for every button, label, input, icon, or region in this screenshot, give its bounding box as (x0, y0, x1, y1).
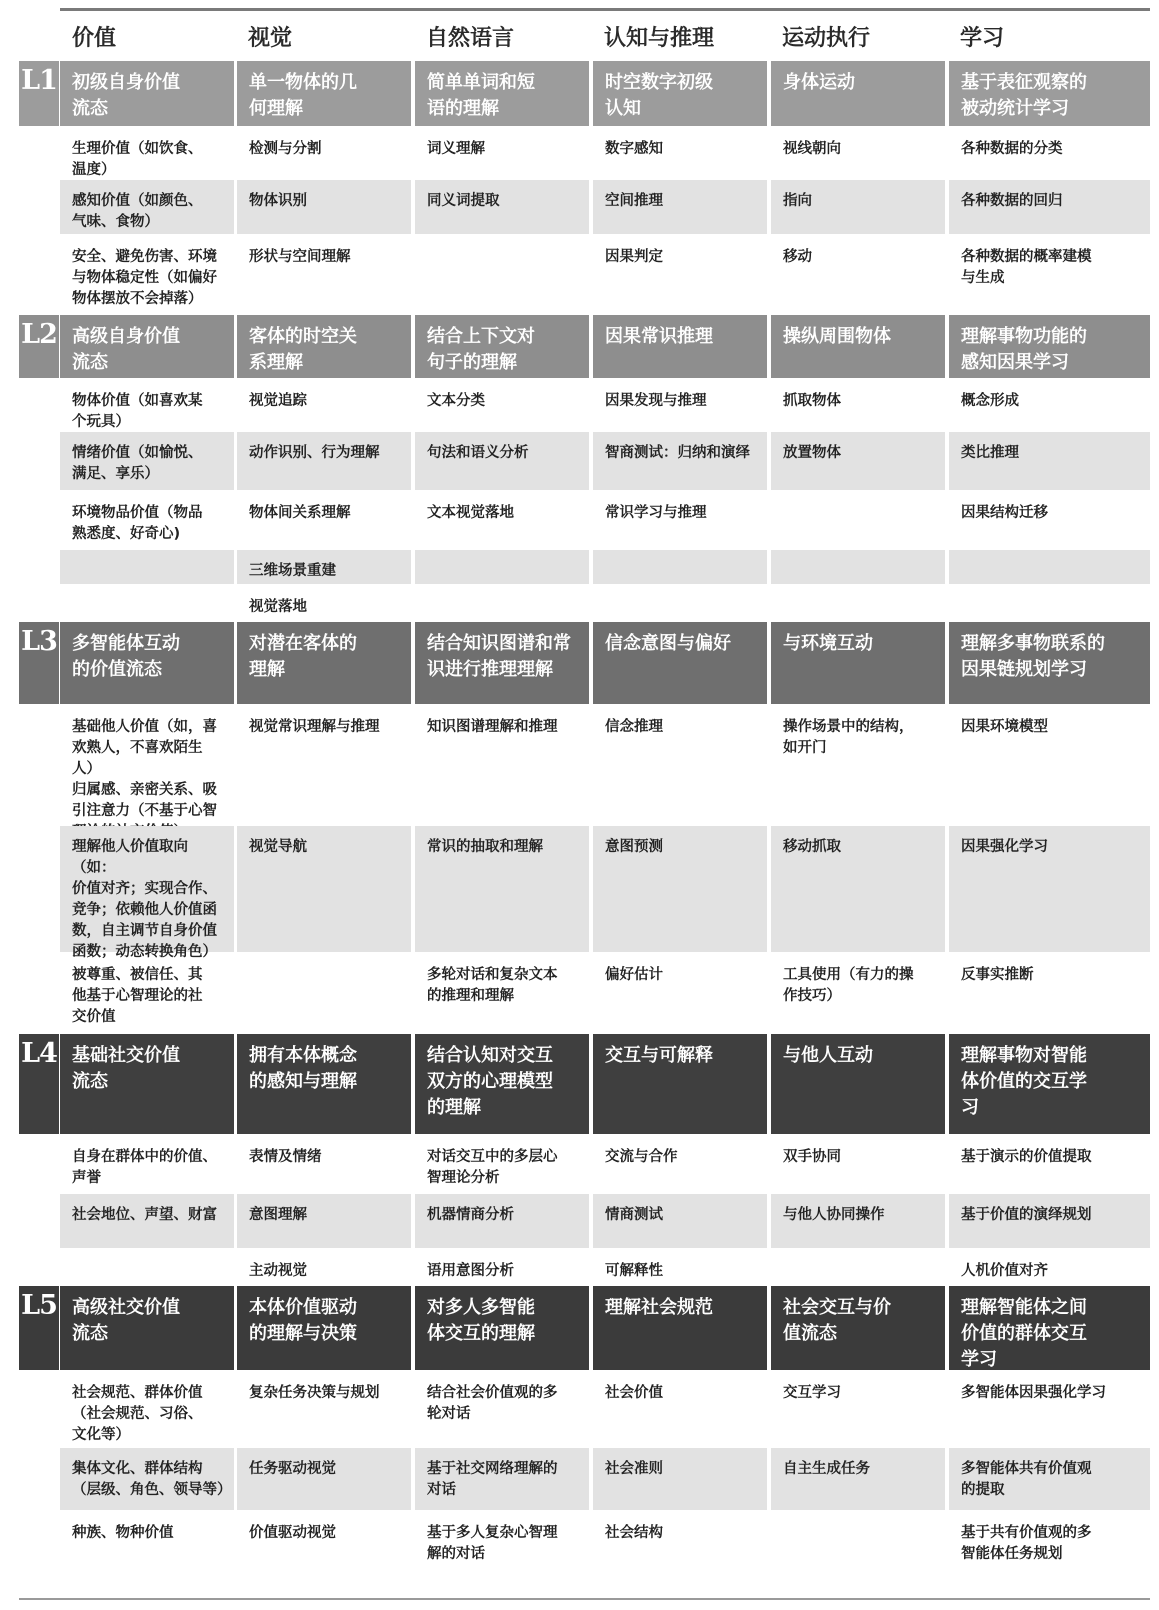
table-cell-cognition: 社会结构 (605, 1525, 663, 1541)
table-cell-learning (949, 550, 1150, 584)
table-cell-motor (771, 1250, 945, 1286)
level-header-motor: 社会交互与价 值流态 (771, 1286, 945, 1370)
table-cell-value: 集体文化、群体结构 （层级、角色、领导等） (60, 1448, 234, 1510)
table-cell-vision: 视觉导航 (237, 826, 411, 952)
bottom-rule (19, 1598, 1150, 1600)
table-cell-vision: 物体识别 (237, 180, 411, 234)
table-cell-motor: 与他人协同操作 (771, 1194, 945, 1248)
column-header-motor: 运动执行 (782, 26, 871, 51)
table-cell-vision: 检测与分割 (249, 141, 322, 157)
level-badge: L1 (19, 61, 59, 126)
table-cell-learning: 基于演示的价值提取 (961, 1149, 1092, 1165)
table-cell-motor: 自主生成任务 (771, 1448, 945, 1510)
table-cell-learning: 多智能体共有价值观 的提取 (949, 1448, 1150, 1510)
table-cell-vision: 主动视觉 (249, 1263, 307, 1279)
level-header-motor: 与他人互动 (771, 1034, 945, 1134)
table-cell-learning: 各种数据的概率建模 与生成 (961, 249, 1092, 286)
table-cell-language: 多轮对话和复杂文本 的推理和理解 (427, 967, 558, 1004)
table-cell-cognition: 常识学习与推理 (605, 505, 707, 521)
table-cell-value: 情绪价值（如愉悦、 满足、享乐） (60, 432, 234, 490)
table-cell-motor: 抓取物体 (783, 393, 841, 409)
table-cell-cognition: 空间推理 (593, 180, 767, 234)
table-cell-motor (771, 492, 945, 548)
table-cell-language: 文本分类 (427, 393, 485, 409)
level-header-vision: 客体的时空关 系理解 (237, 315, 411, 378)
table-cell-motor: 指向 (771, 180, 945, 234)
table-cell-language (415, 236, 589, 308)
table-cell-value: 自身在群体中的价值、 声誉 (72, 1149, 217, 1186)
level-header-language: 结合知识图谱和常 识进行推理理解 (415, 622, 589, 704)
level-header-learning: 理解事物对智能 体价值的交互学 习 (949, 1034, 1150, 1134)
table-cell-value (60, 1250, 234, 1286)
table-cell-motor: 移动抓取 (771, 826, 945, 952)
level-badge: L4 (19, 1034, 59, 1134)
level-header-learning: 理解事物功能的 感知因果学习 (949, 315, 1150, 378)
level-header-learning: 基于表征观察的 被动统计学习 (949, 61, 1150, 126)
table-cell-cognition (593, 586, 767, 614)
table-cell-value: 基础他人价值（如，喜 欢熟人，不喜欢陌生人） 归属感、亲密关系、吸 引注意力（不基于心智 (72, 719, 217, 819)
table-cell-value: 被尊重、被信任、其 他基于心智理论的社 交价值 (72, 967, 203, 1025)
level-header-language: 结合认知对交互 双方的心理模型 的理解 (415, 1034, 589, 1134)
table-cell-vision: 任务驱动视觉 (237, 1448, 411, 1510)
table-cell-value: 感知价值（如颜色、 气味、食物） (60, 180, 234, 234)
level-header-learning: 理解多事物联系的 因果链规划学习 (949, 622, 1150, 704)
table-cell-motor (771, 1512, 945, 1586)
level-badge: L2 (19, 315, 59, 378)
table-cell-language: 词义理解 (427, 141, 485, 157)
table-cell-learning: 基于共有价值观的多 智能体任务规划 (961, 1525, 1092, 1562)
table-cell-language: 常识的抽取和理解 (415, 826, 589, 952)
table-cell-value: 社会规范、群体价值 （社会规范、习俗、 文化等） (72, 1385, 203, 1443)
table-cell-cognition: 智商测试：归纳和演绎 (593, 432, 767, 490)
table-cell-cognition: 因果判定 (605, 249, 663, 265)
level-header-learning: 理解智能体之间 价值的群体交互 学习 (949, 1286, 1150, 1370)
table-cell-cognition: 偏好估计 (605, 967, 663, 983)
table-cell-vision (237, 954, 411, 1044)
table-cell-value: 安全、避免伤害、环境 与物体稳定性（如偏好 物体摆放不会掉落） (72, 249, 217, 307)
table-cell-vision: 意图理解 (237, 1194, 411, 1248)
table-cell-motor: 视线朝向 (783, 141, 841, 157)
level-badge: L3 (19, 622, 59, 704)
table-cell-vision: 复杂任务决策与规划 (249, 1385, 380, 1401)
table-cell-motor: 移动 (783, 249, 812, 265)
table-cell-vision: 物体间关系理解 (249, 505, 351, 521)
table-cell-language: 基于多人复杂心智理 解的对话 (427, 1525, 558, 1562)
table-cell-cognition: 数字感知 (605, 141, 663, 157)
level-badge: L5 (19, 1286, 59, 1370)
table-cell-vision: 形状与空间理解 (249, 249, 351, 265)
table-cell-cognition: 意图预测 (593, 826, 767, 952)
table-cell-vision: 价值驱动视觉 (249, 1525, 336, 1541)
column-header-learning: 学习 (960, 26, 1005, 51)
table-cell-language: 对话交互中的多层心 智理论分析 (427, 1149, 558, 1186)
table-cell-language: 知识图谱理解和推理 (427, 719, 558, 735)
table-cell-language: 语用意图分析 (427, 1263, 514, 1279)
level-header-cognition: 交互与可解释 (593, 1034, 767, 1134)
table-cell-value: 种族、物种价值 (72, 1525, 174, 1541)
table-cell-vision: 视觉常识理解与推理 (249, 719, 380, 735)
table-cell-vision: 视觉落地 (249, 599, 307, 615)
level-header-cognition: 因果常识推理 (593, 315, 767, 378)
table-cell-learning: 多智能体因果强化学习 (961, 1385, 1106, 1401)
table-cell-vision: 动作识别、行为理解 (237, 432, 411, 490)
table-cell-learning: 因果结构迁移 (961, 505, 1048, 521)
table-cell-learning (949, 586, 1150, 614)
table-cell-value: 生理价值（如饮食、 温度） (72, 141, 203, 178)
level-header-vision: 对潜在客体的 理解 (237, 622, 411, 704)
table-cell-cognition: 信念推理 (605, 719, 663, 735)
level-header-motor: 操纵周围物体 (771, 315, 945, 378)
table-cell-language (415, 550, 589, 584)
level-header-value: 初级自身价值 流态 (60, 61, 234, 126)
level-header-cognition: 时空数字初级 认知 (593, 61, 767, 126)
table-cell-cognition: 因果发现与推理 (605, 393, 707, 409)
column-header-value: 价值 (72, 26, 117, 51)
column-header-vision: 视觉 (248, 26, 293, 51)
table-cell-learning: 概念形成 (961, 393, 1019, 409)
level-header-motor: 身体运动 (771, 61, 945, 126)
table-cell-language: 基于社交网络理解的 对话 (415, 1448, 589, 1510)
table-cell-value (60, 586, 234, 614)
table-cell-learning: 类比推理 (949, 432, 1150, 490)
level-header-value: 高级自身价值 流态 (60, 315, 234, 378)
column-header-row (0, 11, 1159, 59)
table-cell-value: 物体价值（如喜欢某 个玩具） (72, 393, 203, 430)
table-cell-value (60, 550, 234, 584)
table-cell-language (415, 586, 589, 614)
table-cell-value: 社会地位、声望、财富 (60, 1194, 234, 1248)
table-cell-motor: 放置物体 (771, 432, 945, 490)
table-cell-motor: 工具使用（有力的操 作技巧） (783, 967, 914, 1004)
level-header-language: 结合上下文对 句子的理解 (415, 315, 589, 378)
table-cell-cognition: 交流与合作 (605, 1149, 678, 1165)
table-cell-vision: 表情及情绪 (249, 1149, 322, 1165)
table-cell-learning: 基于价值的演绎规划 (949, 1194, 1150, 1248)
level-header-motor: 与环境互动 (771, 622, 945, 704)
table-cell-motor (771, 550, 945, 584)
table-cell-learning: 因果环境模型 (961, 719, 1048, 735)
level-header-language: 对多人多智能 体交互的理解 (415, 1286, 589, 1370)
table-cell-language: 文本视觉落地 (427, 505, 514, 521)
table-cell-value: 理解他人价值取向（如： 价值对齐；实现合作、 竞争；依赖他人价值函 数，自主调节自身价值 函数；动态转换角色） (60, 826, 234, 952)
table-cell-learning: 各种数据的回归 (949, 180, 1150, 234)
table-cell-vision: 视觉追踪 (249, 393, 307, 409)
level-header-cognition: 信念意图与偏好 (593, 622, 767, 704)
table-cell-learning: 各种数据的分类 (961, 141, 1063, 157)
level-header-cognition: 理解社会规范 (593, 1286, 767, 1370)
table-cell-cognition: 可解释性 (605, 1263, 663, 1279)
table-cell-language: 句法和语义分析 (415, 432, 589, 490)
table-cell-cognition: 社会准则 (593, 1448, 767, 1510)
table-cell-motor (771, 586, 945, 614)
level-header-vision: 拥有本体概念 的感知与理解 (237, 1034, 411, 1134)
table-cell-cognition (593, 550, 767, 584)
table-cell-language: 结合社会价值观的多 轮对话 (427, 1385, 558, 1422)
table-cell-learning: 反事实推断 (961, 967, 1034, 983)
level-header-vision: 本体价值驱动 的理解与决策 (237, 1286, 411, 1370)
column-header-language: 自然语言 (426, 26, 515, 51)
level-header-vision: 单一物体的几 何理解 (237, 61, 411, 126)
table-cell-language: 同义词提取 (415, 180, 589, 234)
table-cell-vision: 三维场景重建 (237, 550, 411, 584)
level-header-value: 高级社交价值 流态 (60, 1286, 234, 1370)
level-header-value: 基础社交价值 流态 (60, 1034, 234, 1134)
table-cell-motor: 操作场景中的结构， 如开门 (783, 719, 914, 756)
table-cell-cognition: 社会价值 (605, 1385, 663, 1401)
table-cell-motor: 双手协同 (783, 1149, 841, 1165)
column-header-cognition: 认知与推理 (604, 26, 715, 51)
table-cell-learning: 因果强化学习 (949, 826, 1150, 952)
level-header-value: 多智能体互动 的价值流态 (60, 622, 234, 704)
table-cell-learning: 人机价值对齐 (961, 1263, 1048, 1279)
table-cell-value: 环境物品价值（物品 熟悉度、好奇心) (72, 505, 203, 542)
level-header-language: 简单单词和短 语的理解 (415, 61, 589, 126)
table-cell-motor: 交互学习 (783, 1385, 841, 1401)
table-cell-language: 机器情商分析 (415, 1194, 589, 1248)
table-cell-cognition: 情商测试 (593, 1194, 767, 1248)
